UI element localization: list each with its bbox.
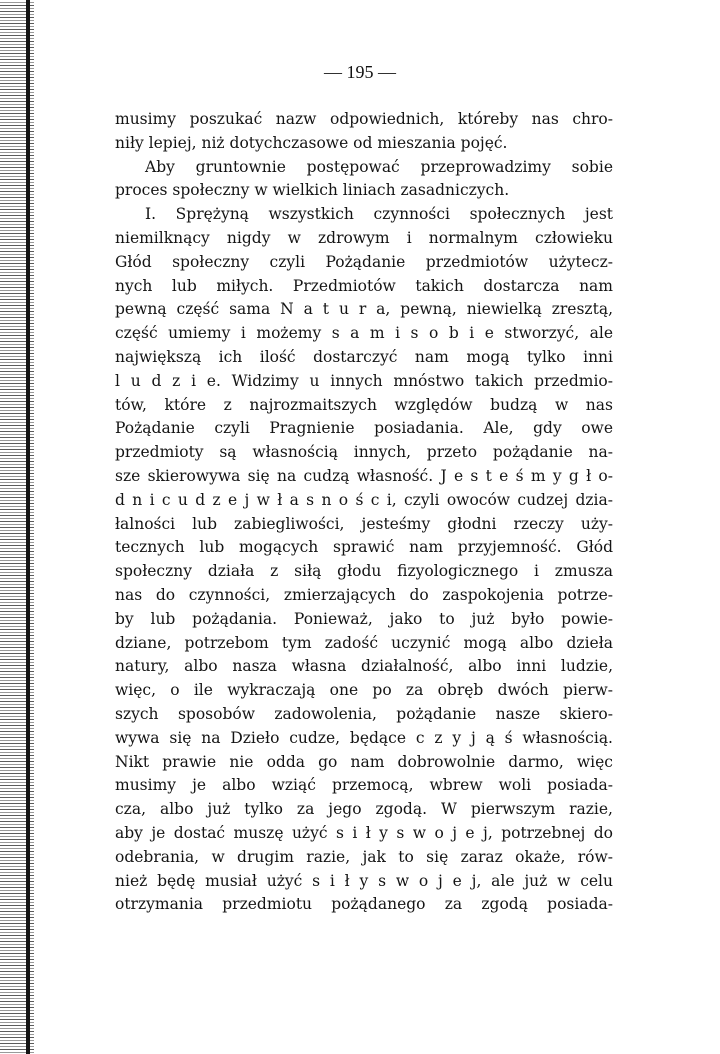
text-line: natury, albo nasza własna działalność, albo inni ludzie, xyxy=(115,657,613,676)
text-line: I. Sprężyną wszystkich czynności społecznych jest xyxy=(145,205,613,224)
text-line: łalności lub zabiegliwości, jesteśmy głodni rzeczy uży‐ xyxy=(115,514,613,533)
text-line: l u d z i e. Widzimy u innych mnóstwo takich przedmio‐ xyxy=(115,371,613,390)
text-line: Pożądanie czyli Pragnienie posiadania. Ale, gdy owe xyxy=(115,419,613,438)
page-number: — 195 — xyxy=(324,62,396,82)
text-line: Aby gruntownie postępować przeprowadzimy sobie xyxy=(145,157,613,176)
page-binding-edge xyxy=(0,0,34,1054)
text-line: tów, które z najrozmaitszych względów budzą w nas xyxy=(115,395,613,414)
text-line: d n i c u d z e j w ł a s n o ś c i, czyli owoców cudzej dzia‐ xyxy=(115,490,613,509)
text-line: sze skierowywa się na cudzą własność. J e s t e ś m y g ł o‐ xyxy=(115,466,613,485)
text-line: nych lub miłych. Przedmiotów takich dostarcza nam xyxy=(115,276,613,295)
text-line: społeczny działa z siłą głodu fizyologicznego i zmusza xyxy=(115,562,613,581)
text-line: Głód społeczny czyli Pożądanie przedmiotów użytecz‐ xyxy=(115,252,613,271)
text-line: proces społeczny w wielkich liniach zasadniczych. xyxy=(115,181,510,200)
text-line: odebrania, w drugim razie, jak to się zaraz okaże, rów‐ xyxy=(115,847,613,866)
text-line: cza, albo już tylko za jego zgodą. W pierwszym razie, xyxy=(115,800,613,819)
text-line: pewną część sama N a t u r a, pewną, niewielką zresztą, xyxy=(115,300,613,319)
text-line: wywa się na Dzieło cudze, będące c z y j ą ś własnością. xyxy=(115,728,613,747)
text-line: aby je dostać muszę użyć s i ł y s w o j e j, potrzebnej do xyxy=(115,823,613,842)
text-line: przedmioty są własnością innych, przeto pożądanie na‐ xyxy=(115,443,613,462)
text-line: dziane, potrzebom tym zadość uczynić mogą albo dzieła xyxy=(115,633,613,652)
body-text xyxy=(115,108,613,917)
text-line: nież będę musiał użyć s i ł y s w o j e j, ale już w celu xyxy=(115,871,613,890)
text-line: by lub pożądania. Ponieważ, jako to już było powie‐ xyxy=(115,609,613,628)
text-line: część umiemy i możemy s a m i s o b i e stworzyć, ale xyxy=(115,324,613,343)
text-line: niemilknący nigdy w zdrowym i normalnym człowieku xyxy=(115,228,613,247)
text-line: szych sposobów zadowolenia, pożądanie nasze skiero‐ xyxy=(115,704,613,723)
text-line: więc, o ile wykraczają one po za obręb dwóch pierw‐ xyxy=(115,681,613,700)
text-line: niły lepiej, niż dotychczasowe od mieszania pojęć. xyxy=(115,133,508,152)
text-line: musimy poszukać nazw odpowiednich, któreby nas chro‐ xyxy=(115,110,613,128)
text-line: nas do czynności, zmierzających do zaspokojenia potrze‐ xyxy=(115,585,613,604)
text-line: otrzymania przedmiotu pożądanego za zgodą posiada‐ xyxy=(115,895,613,914)
text-line: największą ich ilość dostarczyć nam mogą tylko inni xyxy=(115,347,613,366)
text-line: tecznych lub mogących sprawić nam przyjemność. Głód xyxy=(115,538,613,557)
text-line: Nikt prawie nie odda go nam dobrowolnie darmo, więc xyxy=(115,752,613,771)
text-line: musimy je albo wziąć przemocą, wbrew woli posiada‐ xyxy=(115,776,613,795)
